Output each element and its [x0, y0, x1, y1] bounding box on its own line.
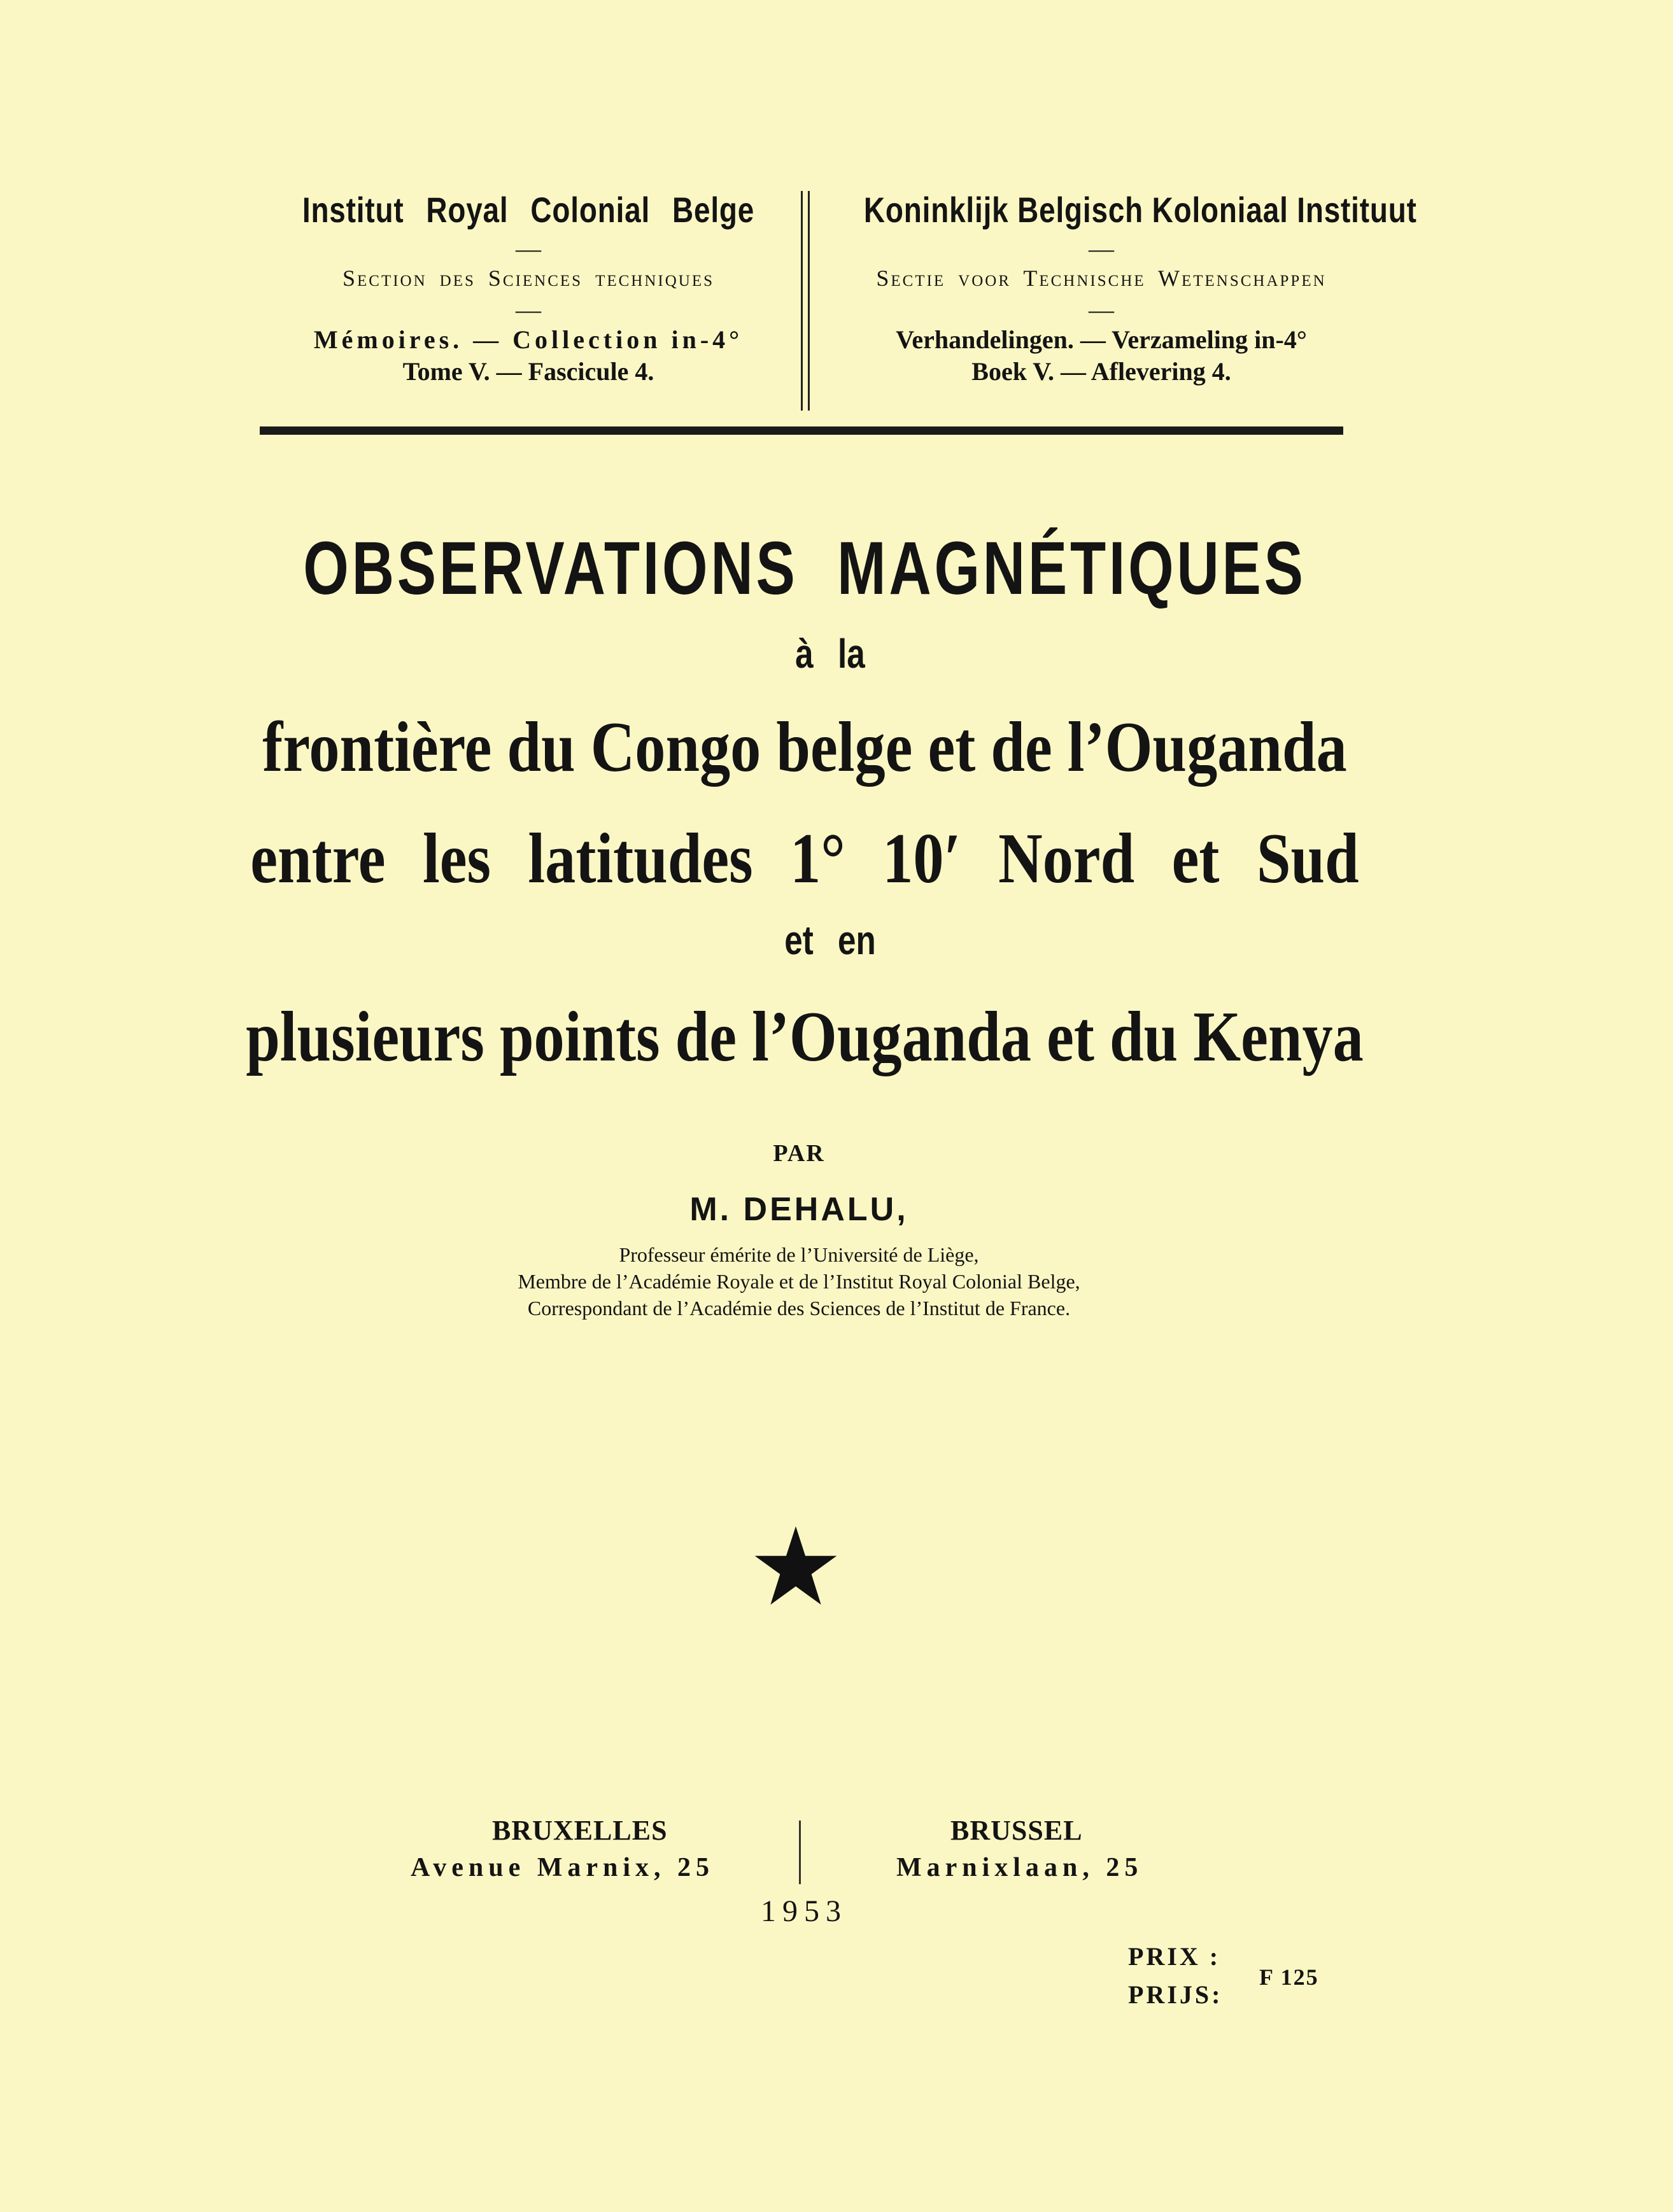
section-name-nl: Sectie voor Technische Wetenschappen [876, 265, 1327, 291]
affiliation-line: Professeur émérite de l’Université de Liège, [619, 1243, 979, 1266]
header-dash: — [516, 295, 541, 324]
footer-divider [799, 1821, 801, 1884]
price-label-fr: PRIX : [1128, 1942, 1221, 1971]
header-dash: — [1089, 234, 1114, 263]
author-name: M. DEHALU, [689, 1191, 908, 1228]
address-nl: Marnixlaan, 25 [896, 1853, 1143, 1882]
collection-nl: Verhandelingen. — Verzameling in-4° [896, 325, 1307, 354]
title-line-ouganda-kenya: plusieurs points de l’Ouganda et du Kenya [246, 997, 1364, 1076]
header-divider [801, 191, 810, 411]
tome-fr: Tome V. — Fascicule 4. [402, 357, 654, 386]
header-left [248, 188, 808, 388]
city-fr: BRUXELLES [492, 1815, 668, 1846]
price-value: F 125 [1259, 1964, 1319, 1990]
title-main: OBSERVATIONS MAGNÉTIQUES [303, 526, 1306, 610]
city-nl: BRUSSEL [950, 1815, 1083, 1846]
section-name-fr: Section des Sciences techniques [342, 265, 715, 291]
par-label: PAR [773, 1140, 825, 1167]
tome-nl: Boek V. — Aflevering 4. [971, 357, 1231, 386]
title-line-frontiere: frontière du Congo belge et de l’Ouganda [262, 708, 1347, 787]
title-connector-et-en: et en [784, 917, 876, 963]
star-icon [751, 1525, 840, 1607]
institute-name-fr: Institut Royal Colonial Belge [302, 190, 755, 230]
affiliation-line: Membre de l’Académie Royale et de l’Institut Royal Colonial Belge, [518, 1270, 1080, 1293]
address-fr: Avenue Marnix, 25 [411, 1853, 715, 1882]
title-line-latitudes: entre les latitudes 1° 10′ Nord et Sud [250, 819, 1359, 898]
price-label-nl: PRIJS: [1128, 1980, 1223, 2009]
header-right [812, 188, 1417, 388]
affiliation-line: Correspondant de l’Académie des Sciences de l’Institut de France. [527, 1297, 1071, 1320]
title-connector-a-la: à la [795, 631, 865, 677]
header-dash: — [516, 234, 541, 263]
header-dash: — [1089, 295, 1114, 324]
publication-year: 1953 [761, 1894, 847, 1928]
institute-name-nl: Koninklijk Belgisch Koloniaal Instituut [863, 190, 1417, 230]
collection-fr: Mémoires. — Collection in-4° [313, 325, 744, 354]
header-rule [260, 426, 1343, 435]
